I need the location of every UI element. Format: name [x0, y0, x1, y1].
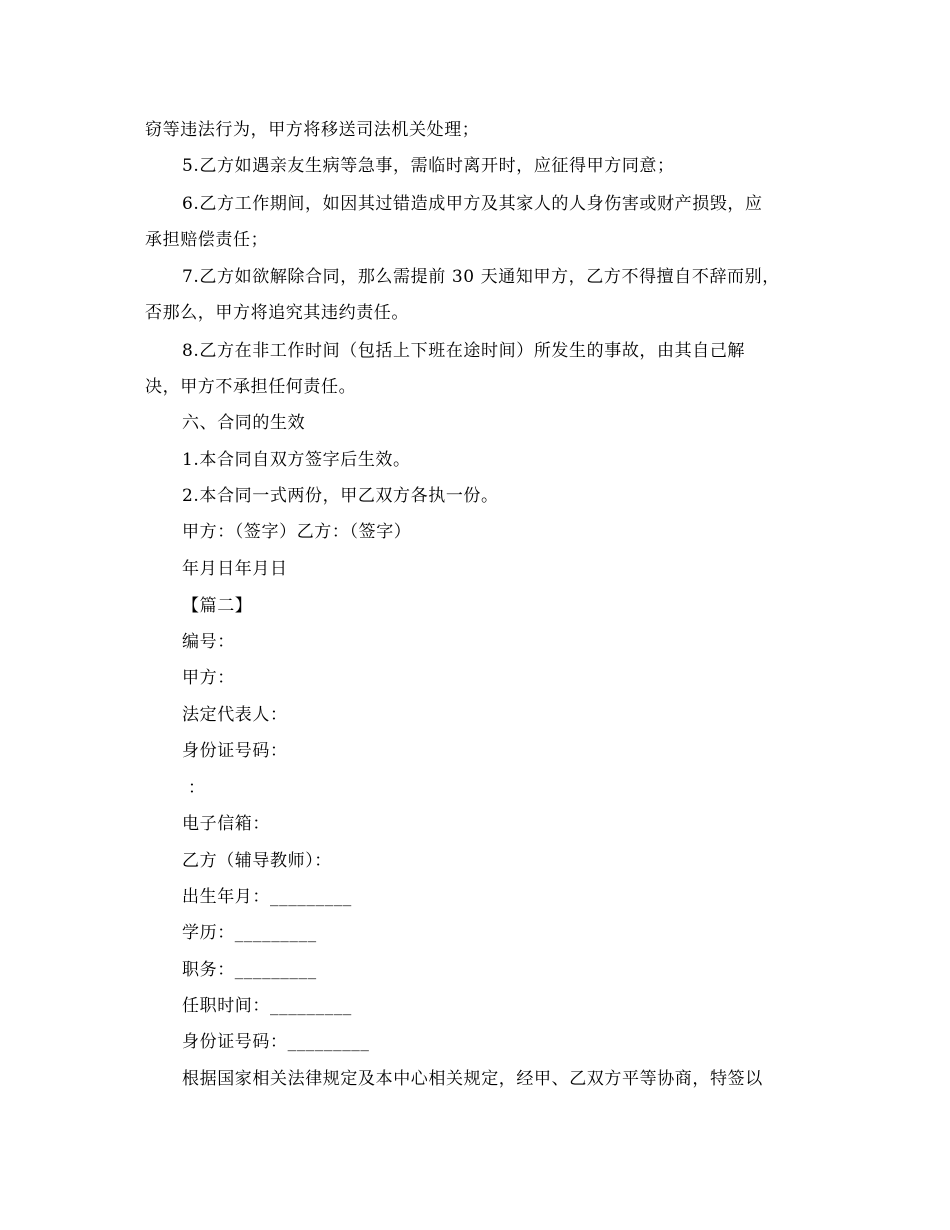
- form-field-line: 职务：_________: [182, 960, 317, 980]
- form-field-line: 身份证号码：_________: [182, 1032, 370, 1052]
- paragraph-line: 6.乙方工作期间，如因其过错造成甲方及其家人的人身伤害或财产损毁，应: [182, 194, 763, 214]
- form-field-line: 学历：_________: [182, 923, 317, 943]
- date-line: 年月日年月日: [182, 559, 288, 579]
- form-field-line: 甲方：: [182, 668, 235, 688]
- paragraph-line: 根据国家相关法律规定及本中心相关规定，经甲、乙双方平等协商，特签以: [182, 1069, 763, 1089]
- paragraph-line: 8.乙方在非工作时间（包括上下班在途时间）所发生的事故，由其自己解: [182, 341, 746, 361]
- form-field-line: ：: [188, 778, 206, 798]
- form-field-line: 法定代表人：: [182, 705, 288, 725]
- paragraph-line: 否那么，甲方将追究其违约责任。: [145, 303, 409, 323]
- signature-line: 甲方：（签字）乙方：（签字）: [182, 522, 412, 542]
- paragraph-line: 决，甲方不承担任何责任。: [145, 377, 357, 397]
- form-field-line: 乙方（辅导教师）：: [182, 851, 332, 871]
- paragraph-line: 承担赔偿责任；: [145, 230, 269, 250]
- paragraph-line: 5.乙方如遇亲友生病等急事，需临时离开时，应征得甲方同意；: [182, 156, 675, 176]
- form-field-line: 任职时间：_________: [182, 996, 352, 1016]
- paragraph-line: 7.乙方如欲解除合同，那么需提前 30 天通知甲方，乙方不得擅自不辞而别，: [182, 267, 780, 287]
- form-field-line: 电子信箱：: [182, 814, 270, 834]
- form-field-line: 身份证号码：: [182, 741, 288, 761]
- form-field-line: 编号：: [182, 632, 235, 652]
- form-field-line: 出生年月：_________: [182, 887, 352, 907]
- section-heading: 六、合同的生效: [182, 413, 306, 433]
- section-heading: 【篇二】: [182, 596, 253, 616]
- paragraph-line: 2.本合同一式两份，甲乙双方各执一份。: [182, 486, 499, 506]
- paragraph-line: 1.本合同自双方签字后生效。: [182, 450, 411, 470]
- paragraph-line: 窃等违法行为，甲方将移送司法机关处理；: [145, 120, 480, 140]
